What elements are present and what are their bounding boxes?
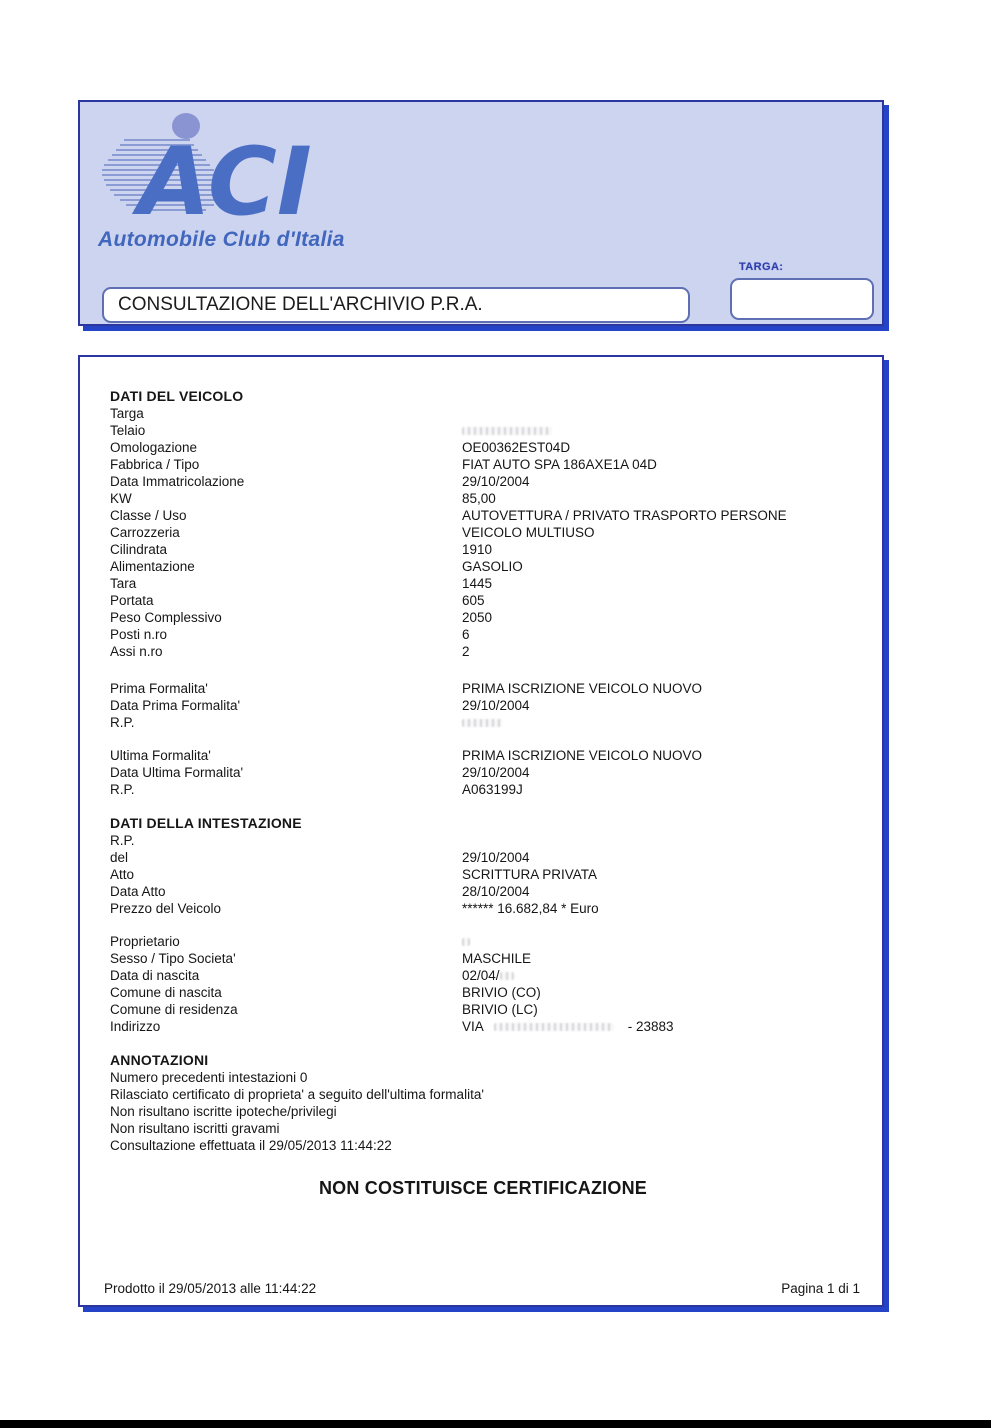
disclaimer-text: NON COSTITUISCE CERTIFICAZIONE bbox=[318, 1178, 647, 1198]
field-value bbox=[462, 967, 856, 984]
field-label: Telaio bbox=[110, 423, 146, 438]
field-row-portata bbox=[110, 592, 856, 609]
field-value: 2050 bbox=[462, 610, 493, 625]
field-label: Data Prima Formalita' bbox=[110, 698, 241, 713]
field-label: Data Immatricolazione bbox=[110, 474, 245, 489]
redacted-value bbox=[462, 719, 502, 727]
field-value: FIAT AUTO SPA 186AXE1A 04D bbox=[462, 457, 657, 472]
footer-produced-timestamp: Prodotto il 29/05/2013 alle 11:44:22 bbox=[104, 1281, 317, 1296]
field-label: Portata bbox=[110, 593, 154, 608]
field-value: PRIMA ISCRIZIONE VEICOLO NUOVO bbox=[462, 681, 703, 696]
field-value bbox=[462, 933, 856, 950]
field-row-omologazione bbox=[110, 439, 856, 456]
field-value: 1910 bbox=[462, 542, 493, 557]
field-value: 2 bbox=[462, 644, 470, 659]
field-value: MASCHILE bbox=[462, 951, 532, 966]
field-label: Alimentazione bbox=[110, 559, 195, 574]
field-value: 6 bbox=[462, 627, 470, 642]
spacer bbox=[110, 731, 856, 747]
bottom-bar bbox=[0, 1420, 991, 1428]
field-value: AUTOVETTURA / PRIVATO TRASPORTO PERSONE bbox=[462, 508, 787, 523]
field-label: Targa bbox=[110, 406, 144, 421]
field-row-data-ultima-formalita bbox=[110, 764, 856, 781]
field-value-suffix: - 23883 bbox=[627, 1019, 674, 1034]
field-value: 85,00 bbox=[462, 491, 496, 506]
section-title-annotazioni: ANNOTAZIONI bbox=[110, 1052, 209, 1068]
field-label: R.P. bbox=[110, 715, 135, 730]
field-row-data-immatricolazione bbox=[110, 473, 856, 490]
field-label: R.P. bbox=[110, 782, 135, 797]
field-value: VEICOLO MULTIUSO bbox=[462, 525, 595, 540]
document-footer bbox=[104, 1281, 860, 1296]
field-row-data-atto bbox=[110, 883, 856, 900]
field-row-classe-uso bbox=[110, 507, 856, 524]
header-panel bbox=[78, 100, 884, 326]
field-label: R.P. bbox=[110, 833, 135, 848]
field-label: Cilindrata bbox=[110, 542, 168, 557]
field-label: Proprietario bbox=[110, 934, 180, 949]
field-label: del bbox=[110, 850, 129, 865]
document-panel bbox=[78, 355, 884, 1307]
field-value: 29/10/2004 bbox=[462, 850, 530, 865]
field-label: Comune di residenza bbox=[110, 1002, 238, 1017]
field-label: Data di nascita bbox=[110, 968, 200, 983]
field-label: Data Atto bbox=[110, 884, 166, 899]
field-row-sesso bbox=[110, 950, 856, 967]
field-label: Sesso / Tipo Societa' bbox=[110, 951, 236, 966]
field-row-indirizzo bbox=[110, 1018, 856, 1035]
field-value: 29/10/2004 bbox=[462, 765, 530, 780]
field-row-prezzo bbox=[110, 900, 856, 917]
field-row-data-prima-formalita bbox=[110, 697, 856, 714]
field-row-fabbrica-tipo bbox=[110, 456, 856, 473]
field-value bbox=[462, 714, 856, 731]
field-row-alimentazione bbox=[110, 558, 856, 575]
field-value: OE00362EST04D bbox=[462, 440, 571, 455]
field-label: Omologazione bbox=[110, 440, 198, 455]
logo-subtitle: Automobile Club d'Italia bbox=[98, 228, 345, 251]
section-title-veicolo: DATI DEL VEICOLO bbox=[110, 388, 244, 404]
field-row-prima-formalita bbox=[110, 680, 856, 697]
field-value-visible: 02/04/ bbox=[462, 968, 500, 983]
targa-input[interactable] bbox=[730, 278, 874, 320]
field-row-atto bbox=[110, 866, 856, 883]
field-row-carrozzeria bbox=[110, 524, 856, 541]
field-value bbox=[462, 832, 856, 849]
field-row-telaio bbox=[110, 422, 856, 439]
field-row-rp-ultima bbox=[110, 781, 856, 798]
field-label: Posti n.ro bbox=[110, 627, 168, 642]
field-value bbox=[462, 422, 856, 439]
annotation-line: Numero precedenti intestazioni 0 bbox=[110, 1070, 308, 1085]
spacer bbox=[110, 917, 856, 933]
field-value: PRIMA ISCRIZIONE VEICOLO NUOVO bbox=[462, 748, 703, 763]
field-value: BRIVIO (LC) bbox=[462, 1002, 538, 1017]
field-row-data-nascita bbox=[110, 967, 856, 984]
field-label: Classe / Uso bbox=[110, 508, 187, 523]
field-label: Comune di nascita bbox=[110, 985, 222, 1000]
footer-page-number: Pagina 1 di 1 bbox=[781, 1281, 860, 1296]
redacted-value bbox=[500, 972, 514, 980]
aci-logo-graphic bbox=[94, 110, 384, 232]
field-row-comune-nascita bbox=[110, 984, 856, 1001]
field-row-kw bbox=[110, 490, 856, 507]
field-row-assi bbox=[110, 643, 856, 660]
field-label: Data Ultima Formalita' bbox=[110, 765, 244, 780]
field-value: 1445 bbox=[462, 576, 493, 591]
redacted-value bbox=[462, 938, 470, 946]
field-value: GASOLIO bbox=[462, 559, 523, 574]
field-row-posti bbox=[110, 626, 856, 643]
field-value bbox=[462, 1018, 856, 1035]
field-row-tara bbox=[110, 575, 856, 592]
spacer bbox=[110, 1035, 856, 1051]
field-value bbox=[462, 405, 856, 422]
section-title-intestazione: DATI DELLA INTESTAZIONE bbox=[110, 815, 302, 831]
spacer bbox=[110, 660, 856, 680]
annotation-line: Non risultano iscritti gravami bbox=[110, 1121, 280, 1136]
redacted-value bbox=[462, 427, 552, 435]
field-label: Carrozzeria bbox=[110, 525, 180, 540]
field-row-rp-prima bbox=[110, 714, 856, 731]
document-title: CONSULTAZIONE DELL'ARCHIVIO P.R.A. bbox=[118, 294, 483, 315]
field-value: 29/10/2004 bbox=[462, 474, 530, 489]
document-title-box bbox=[102, 287, 690, 323]
field-row-rp-intestazione bbox=[110, 832, 856, 849]
field-label: Assi n.ro bbox=[110, 644, 163, 659]
field-row-peso-complessivo bbox=[110, 609, 856, 626]
field-row-del bbox=[110, 849, 856, 866]
field-value: 605 bbox=[462, 593, 485, 608]
field-label: Tara bbox=[110, 576, 137, 591]
field-label: Prima Formalita' bbox=[110, 681, 208, 696]
field-value: BRIVIO (CO) bbox=[462, 985, 541, 1000]
logo-text: ACI bbox=[138, 128, 312, 232]
field-label: Prezzo del Veicolo bbox=[110, 901, 222, 916]
field-label: Peso Complessivo bbox=[110, 610, 222, 625]
annotation-line: Consultazione effettuata il 29/05/2013 11:44:22 bbox=[110, 1138, 392, 1153]
field-row-ultima-formalita bbox=[110, 747, 856, 764]
field-value: ****** 16.682,84 * Euro bbox=[462, 901, 599, 916]
annotation-line: Rilasciato certificato di proprieta' a seguito dell'ultima formalita' bbox=[110, 1087, 484, 1102]
spacer bbox=[110, 798, 856, 814]
field-row-comune-residenza bbox=[110, 1001, 856, 1018]
field-row-proprietario bbox=[110, 933, 856, 950]
field-value-visible: VIA bbox=[462, 1019, 484, 1034]
targa-label: TARGA: bbox=[739, 261, 784, 273]
field-label: Fabbrica / Tipo bbox=[110, 457, 200, 472]
annotation-line: Non risultano iscritte ipoteche/privilegi bbox=[110, 1104, 337, 1119]
field-label: Ultima Formalita' bbox=[110, 748, 211, 763]
field-value: SCRITTURA PRIVATA bbox=[462, 867, 598, 882]
field-label: Indirizzo bbox=[110, 1019, 161, 1034]
field-value: 29/10/2004 bbox=[462, 698, 530, 713]
field-label: KW bbox=[110, 491, 132, 506]
field-row-cilindrata bbox=[110, 541, 856, 558]
field-value: A063199J bbox=[462, 782, 523, 797]
document-content bbox=[80, 357, 882, 1197]
field-label: Atto bbox=[110, 867, 135, 882]
field-row-targa bbox=[110, 405, 856, 422]
field-value: 28/10/2004 bbox=[462, 884, 530, 899]
redacted-value bbox=[494, 1023, 614, 1031]
